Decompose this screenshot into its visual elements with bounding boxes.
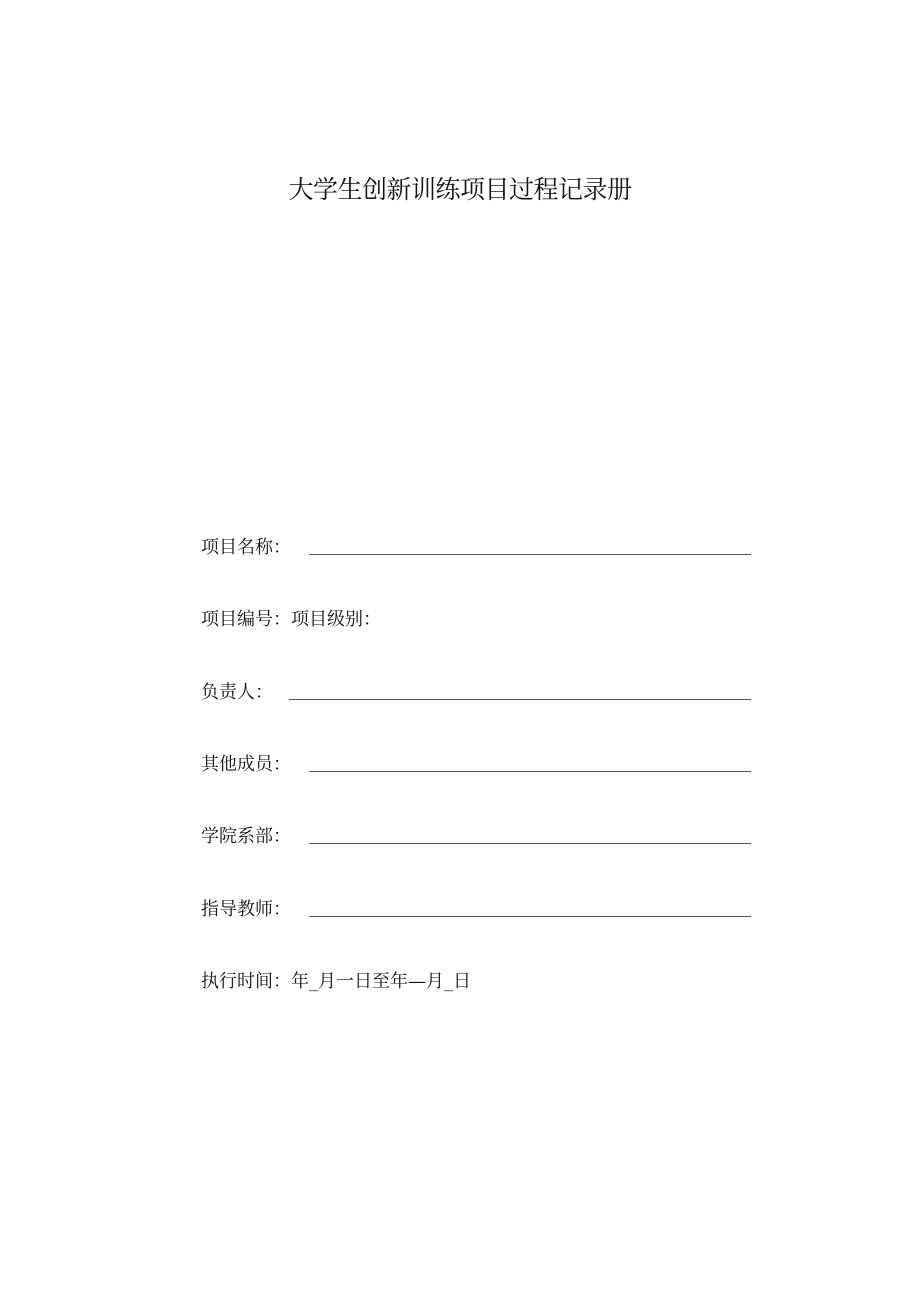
members-line[interactable]	[309, 771, 751, 772]
leader-label: 负责人：	[201, 682, 273, 703]
members-label: 其他成员：	[201, 754, 291, 775]
leader-line[interactable]	[289, 699, 751, 700]
period-row	[201, 967, 471, 997]
project-name-row	[201, 533, 751, 563]
leader-row	[201, 678, 751, 708]
department-line[interactable]	[309, 843, 751, 844]
project-number-level-row	[201, 605, 381, 635]
doc-title: 大学生创新训练项目过程记录册	[288, 175, 632, 204]
advisor-label: 指导教师：	[201, 899, 291, 920]
period-value: 年_月一日至年—月_日	[291, 971, 471, 992]
department-label: 学院系部：	[201, 826, 291, 847]
advisor-row	[201, 895, 751, 925]
period-label: 执行时间：	[201, 971, 291, 992]
project-name-label: 项目名称：	[201, 537, 291, 558]
members-row	[201, 750, 751, 780]
project-number-label: 项目编号：	[201, 609, 291, 630]
project-name-line[interactable]	[309, 554, 751, 555]
advisor-line[interactable]	[309, 916, 751, 917]
project-level-label: 项目级别：	[291, 609, 381, 630]
department-row	[201, 822, 751, 852]
